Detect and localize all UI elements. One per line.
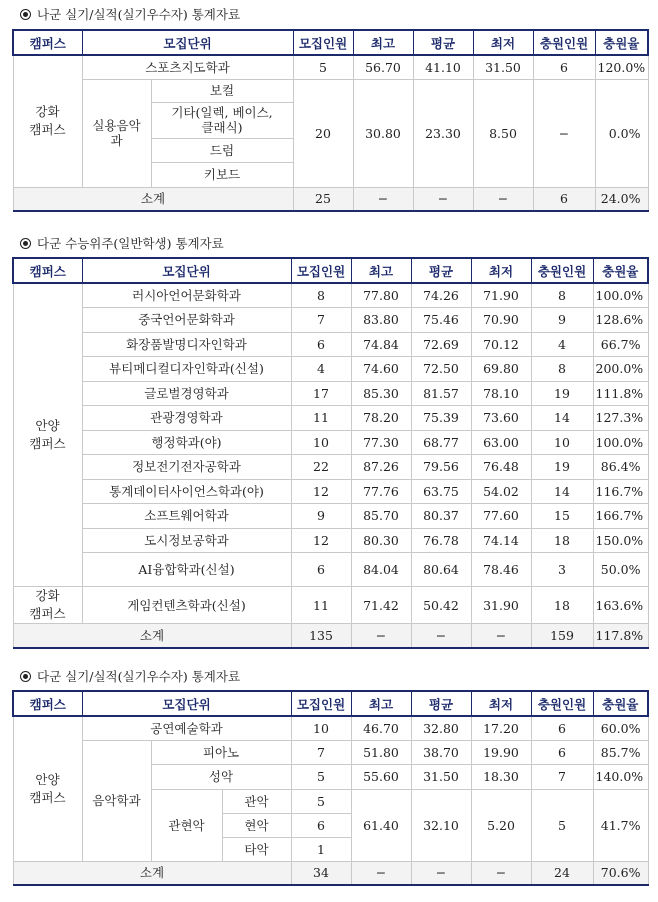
section1-title: 나군 실기/실적(실기우수자) 통계자료 [20, 6, 240, 24]
table-row [13, 406, 648, 431]
unit-cell: 화장품발명디자인학과 [82, 332, 291, 357]
avg-cell: − [411, 624, 471, 648]
filled-cell: 8 [531, 283, 593, 308]
rate-cell: 0.0% [595, 79, 648, 187]
unit-cell: 관광경영학과 [82, 406, 291, 431]
quota-cell: 8 [291, 283, 351, 308]
avg-cell: 72.69 [411, 332, 471, 357]
quota-cell: 34 [291, 861, 351, 885]
max-cell: 55.60 [351, 764, 411, 789]
unit-cell: 피아노 [151, 740, 291, 764]
rate-cell: 127.3% [593, 406, 648, 431]
avg-cell: 72.50 [411, 357, 471, 382]
header-unit: 모집단위 [82, 691, 291, 716]
avg-cell: 32.80 [411, 716, 471, 740]
max-cell: 78.20 [351, 406, 411, 431]
min-cell: 8.50 [473, 79, 533, 187]
min-cell: 76.48 [471, 455, 531, 480]
rate-cell: 100.0% [593, 283, 648, 308]
table-row [13, 283, 648, 308]
rate-cell: 66.7% [593, 332, 648, 357]
max-cell: 87.26 [351, 455, 411, 480]
max-cell: 71.42 [351, 587, 411, 624]
unit-cell: 소프트웨어학과 [82, 504, 291, 529]
quota-cell: 12 [291, 528, 351, 553]
filled-cell: 10 [531, 430, 593, 455]
max-cell: 74.60 [351, 357, 411, 382]
table-row [13, 716, 648, 740]
rate-cell: 100.0% [593, 430, 648, 455]
filled-cell: 14 [531, 406, 593, 431]
major-cell: 드럼 [151, 138, 293, 162]
quota-cell: 5 [293, 55, 353, 79]
dept-cell: 실용음악 과 [82, 79, 151, 187]
sub-unit-cell: 관악 [222, 789, 291, 813]
max-cell: 85.30 [351, 381, 411, 406]
max-cell: 77.80 [351, 283, 411, 308]
filled-cell: 18 [531, 528, 593, 553]
campus-cell: 강화 캠퍼스 [13, 587, 82, 624]
header-min: 최저 [471, 258, 531, 283]
subtotal-label: 소계 [13, 624, 291, 648]
max-cell: 74.84 [351, 332, 411, 357]
campus-cell: 안양 캠퍼스 [13, 716, 82, 861]
rate-cell: 128.6% [593, 308, 648, 333]
rate-cell: 140.0% [593, 764, 648, 789]
filled-cell: 6 [533, 187, 595, 211]
max-cell: 77.76 [351, 479, 411, 504]
quota-cell: 11 [291, 587, 351, 624]
header-quota: 모집인원 [293, 30, 353, 55]
rate-cell: 85.7% [593, 740, 648, 764]
campus-cell: 안양 캠퍼스 [13, 283, 82, 587]
header-min: 최저 [471, 691, 531, 716]
avg-cell: 79.56 [411, 455, 471, 480]
table-row [13, 528, 648, 553]
table-row [13, 430, 648, 455]
unit-cell: 스포츠지도학과 [82, 55, 293, 79]
min-cell: − [473, 187, 533, 211]
quota-cell: 5 [291, 789, 351, 813]
avg-cell: 80.64 [411, 553, 471, 587]
rate-cell: 200.0% [593, 357, 648, 382]
rate-cell: 60.0% [593, 716, 648, 740]
header-campus: 캠퍼스 [13, 258, 82, 283]
orchestra-label: 관현악 [151, 789, 222, 861]
min-cell: 17.20 [471, 716, 531, 740]
section3-title: 다군 실기/실적(실기우수자) 통계자료 [20, 668, 240, 686]
avg-cell: 76.78 [411, 528, 471, 553]
quota-cell: 22 [291, 455, 351, 480]
avg-cell: 31.50 [411, 764, 471, 789]
min-cell: 74.14 [471, 528, 531, 553]
quota-cell: 10 [291, 716, 351, 740]
section2-title: 다군 수능위주(일반학생) 통계자료 [20, 235, 224, 253]
quota-cell: 25 [293, 187, 353, 211]
table-row [13, 55, 648, 79]
max-cell: 85.70 [351, 504, 411, 529]
quota-cell: 1 [291, 837, 351, 861]
table-row [13, 479, 648, 504]
max-cell: 56.70 [353, 55, 413, 79]
avg-cell: 68.77 [411, 430, 471, 455]
table-row [13, 587, 648, 624]
quota-cell: 7 [291, 308, 351, 333]
table-row [13, 79, 648, 102]
avg-cell: 74.26 [411, 283, 471, 308]
avg-cell: 41.10 [413, 55, 473, 79]
max-cell: 46.70 [351, 716, 411, 740]
major-cell: 보컬 [151, 79, 293, 102]
max-cell: 83.80 [351, 308, 411, 333]
rate-cell: 150.0% [593, 528, 648, 553]
unit-cell: 정보전기전자공학과 [82, 455, 291, 480]
major-cell: 기타(일렉, 베이스, 클래식) [151, 102, 293, 138]
min-cell: 71.90 [471, 283, 531, 308]
header-max: 최고 [353, 30, 413, 55]
header-campus: 캠퍼스 [13, 30, 82, 55]
avg-cell: 75.39 [411, 406, 471, 431]
avg-cell: − [413, 187, 473, 211]
unit-cell: 뷰티메디컬디자인학과(신설) [82, 357, 291, 382]
quota-cell: 135 [291, 624, 351, 648]
filled-cell: 7 [531, 764, 593, 789]
header-filled: 충원인원 [531, 258, 593, 283]
quota-cell: 20 [293, 79, 353, 187]
avg-cell: 63.75 [411, 479, 471, 504]
subtotal-label: 소계 [13, 861, 291, 885]
header-quota: 모집인원 [291, 691, 351, 716]
min-cell: 70.12 [471, 332, 531, 357]
sub-unit-cell: 현악 [222, 813, 291, 837]
max-cell: 61.40 [351, 789, 411, 861]
table-section2 [12, 257, 649, 649]
major-cell: 키보드 [151, 162, 293, 187]
min-cell: 5.20 [471, 789, 531, 861]
header-filled: 충원인원 [531, 691, 593, 716]
table-row [13, 381, 648, 406]
filled-cell: 6 [533, 55, 595, 79]
min-cell: 19.90 [471, 740, 531, 764]
header-unit: 모집단위 [82, 258, 291, 283]
header-quota: 모집인원 [291, 258, 351, 283]
min-cell: 31.90 [471, 587, 531, 624]
avg-cell: 50.42 [411, 587, 471, 624]
avg-cell: − [411, 861, 471, 885]
table-row [13, 455, 648, 480]
filled-cell: 9 [531, 308, 593, 333]
min-cell: 73.60 [471, 406, 531, 431]
filled-cell: 4 [531, 332, 593, 357]
quota-cell: 17 [291, 381, 351, 406]
min-cell: 70.90 [471, 308, 531, 333]
max-cell: 77.30 [351, 430, 411, 455]
filled-cell: 3 [531, 553, 593, 587]
quota-cell: 5 [291, 764, 351, 789]
rate-cell: 117.8% [593, 624, 648, 648]
table-section3 [12, 690, 649, 886]
avg-cell: 38.70 [411, 740, 471, 764]
rate-cell: 116.7% [593, 479, 648, 504]
header-avg: 평균 [411, 258, 471, 283]
rate-cell: 166.7% [593, 504, 648, 529]
min-cell: 77.60 [471, 504, 531, 529]
avg-cell: 80.37 [411, 504, 471, 529]
filled-cell: 19 [531, 381, 593, 406]
sub-unit-cell: 타악 [222, 837, 291, 861]
rate-cell: 120.0% [595, 55, 648, 79]
table-row [13, 357, 648, 382]
quota-cell: 6 [291, 332, 351, 357]
bullet-icon [20, 238, 31, 249]
min-cell: 69.80 [471, 357, 531, 382]
min-cell: − [471, 861, 531, 885]
unit-cell: 중국언어문화학과 [82, 308, 291, 333]
max-cell: 51.80 [351, 740, 411, 764]
header-max: 최고 [351, 691, 411, 716]
min-cell: 54.02 [471, 479, 531, 504]
unit-cell: 게임컨텐츠학과(신설) [82, 587, 291, 624]
rate-cell: 41.7% [593, 789, 648, 861]
quota-cell: 4 [291, 357, 351, 382]
rate-cell: 50.0% [593, 553, 648, 587]
max-cell: 80.30 [351, 528, 411, 553]
bullet-icon [20, 671, 31, 682]
rate-cell: 24.0% [595, 187, 648, 211]
table-row [13, 740, 648, 764]
quota-cell: 7 [291, 740, 351, 764]
min-cell: 63.00 [471, 430, 531, 455]
header-rate: 충원율 [593, 258, 648, 283]
quota-cell: 6 [291, 813, 351, 837]
subtotal-row [13, 624, 648, 648]
filled-cell: 159 [531, 624, 593, 648]
rate-cell: 70.6% [593, 861, 648, 885]
subtotal-label: 소계 [13, 187, 293, 211]
max-cell: − [353, 187, 413, 211]
min-cell: 31.50 [473, 55, 533, 79]
quota-cell: 6 [291, 553, 351, 587]
max-cell: 30.80 [353, 79, 413, 187]
rate-cell: 163.6% [593, 587, 648, 624]
table-row [13, 308, 648, 333]
max-cell: − [351, 861, 411, 885]
min-cell: − [471, 624, 531, 648]
header-avg: 평균 [411, 691, 471, 716]
subtotal-row [13, 861, 648, 885]
table-section1 [12, 29, 649, 212]
quota-cell: 9 [291, 504, 351, 529]
max-cell: 84.04 [351, 553, 411, 587]
header-rate: 충원율 [593, 691, 648, 716]
header-campus: 캠퍼스 [13, 691, 82, 716]
table-row [13, 553, 648, 587]
header-min: 최저 [473, 30, 533, 55]
filled-cell: 15 [531, 504, 593, 529]
min-cell: 78.10 [471, 381, 531, 406]
unit-cell: 행정학과(야) [82, 430, 291, 455]
filled-cell: 6 [531, 716, 593, 740]
rate-cell: 111.8% [593, 381, 648, 406]
unit-cell: 공연예술학과 [82, 716, 291, 740]
unit-cell: 러시아언어문화학과 [82, 283, 291, 308]
header-rate: 충원율 [595, 30, 648, 55]
rate-cell: 86.4% [593, 455, 648, 480]
table-row [13, 332, 648, 357]
filled-cell: 8 [531, 357, 593, 382]
filled-cell: 5 [531, 789, 593, 861]
filled-cell: 14 [531, 479, 593, 504]
table-row [13, 504, 648, 529]
avg-cell: 32.10 [411, 789, 471, 861]
filled-cell: 24 [531, 861, 593, 885]
unit-cell: 통계데이터사이언스학과(야) [82, 479, 291, 504]
min-cell: 18.30 [471, 764, 531, 789]
avg-cell: 81.57 [411, 381, 471, 406]
dept-cell: 음악학과 [82, 740, 151, 861]
filled-cell: 6 [531, 740, 593, 764]
unit-cell: 글로벌경영학과 [82, 381, 291, 406]
quota-cell: 10 [291, 430, 351, 455]
unit-cell: AI융합학과(신설) [82, 553, 291, 587]
avg-cell: 75.46 [411, 308, 471, 333]
bullet-icon [20, 9, 31, 20]
header-max: 최고 [351, 258, 411, 283]
filled-cell: 18 [531, 587, 593, 624]
avg-cell: 23.30 [413, 79, 473, 187]
max-cell: − [351, 624, 411, 648]
header-avg: 평균 [413, 30, 473, 55]
subtotal-row [13, 187, 648, 211]
header-unit: 모집단위 [82, 30, 293, 55]
filled-cell: 19 [531, 455, 593, 480]
quota-cell: 12 [291, 479, 351, 504]
filled-cell: − [533, 79, 595, 187]
header-filled: 충원인원 [533, 30, 595, 55]
unit-cell: 성악 [151, 764, 291, 789]
quota-cell: 11 [291, 406, 351, 431]
campus-cell: 강화 캠퍼스 [13, 55, 82, 187]
min-cell: 78.46 [471, 553, 531, 587]
unit-cell: 도시정보공학과 [82, 528, 291, 553]
